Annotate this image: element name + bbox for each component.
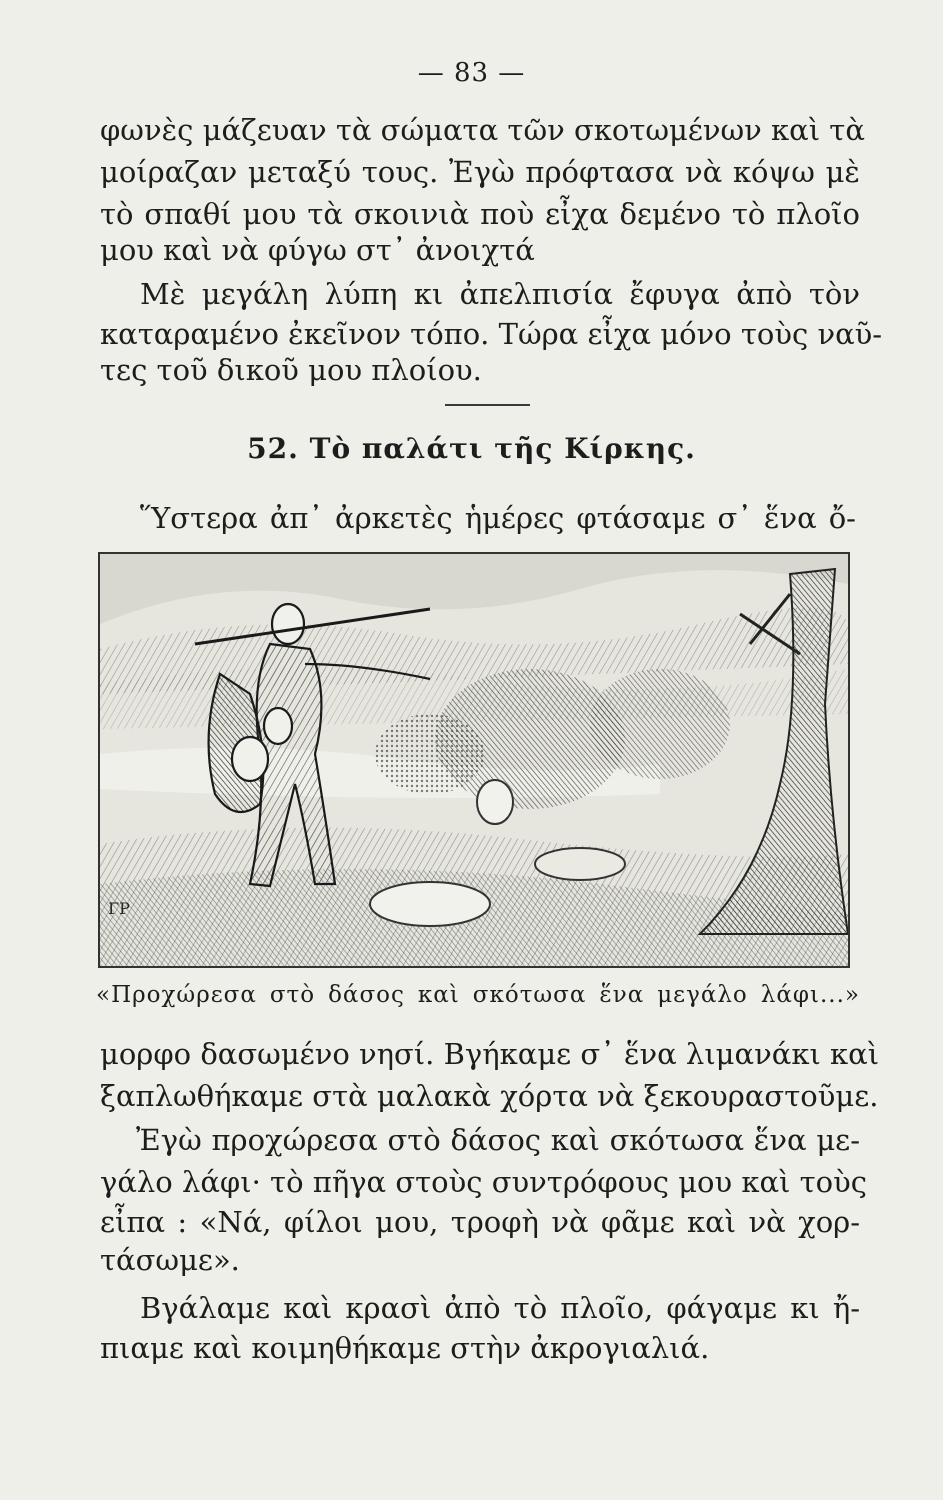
page-number: — 83 — (417, 58, 526, 88)
para2-line-1: Μὲ μεγάλη λύπη κι ἀπελπισία ἔφυγα ἀπὸ τὸν (140, 277, 860, 311)
para1-line-3: τὸ σπαθί μου τὰ σκοινιὰ ποὺ εἶχα δεμένο τὸ πλοῖο (100, 197, 860, 231)
hunter-illustration (98, 552, 850, 968)
para5-line-2: πιαμε καὶ κοιμηθήκαμε στὴν ἀκρογιαλιά. (100, 1331, 710, 1365)
para4-line-4: τάσωμε». (100, 1243, 240, 1277)
para3-line-1: Ὕστερα ἀπ᾽ ἀρκετὲς ἡμέρες φτάσαμε σ᾽ ἕνα ὄ- (140, 501, 856, 535)
engraving-svg (100, 554, 848, 966)
para1-line-2: μοίραζαν μεταξύ τους. Ἐγὼ πρόφτασα νὰ κόψω μὲ (100, 155, 860, 189)
para1-line-1: φωνὲς μάζευαν τὰ σώματα τῶν σκοτωμένων καὶ τὰ (100, 113, 865, 147)
para4-line-3: εἶπα : «Νά, φίλοι μου, τροφὴ νὰ φᾶμε καὶ νὰ χορ- (100, 1205, 860, 1239)
engraver-monogram: ΓΡ (108, 899, 130, 918)
section-divider (445, 404, 530, 406)
para3-line-3: ξαπλωθήκαμε στὰ μαλακὰ χόρτα νὰ ξεκουραστοῦμε. (100, 1079, 879, 1113)
para4-line-1: Ἐγὼ προχώρεσα στὸ δάσος καὶ σκότωσα ἕνα με- (136, 1123, 860, 1157)
section-title: 52. Τὸ παλάτι τῆς Κίρκης. (247, 432, 696, 465)
para5-line-1: Βγάλαμε καὶ κρασὶ ἀπὸ τὸ πλοῖο, φάγαμε κι ἤ- (140, 1291, 860, 1325)
para2-line-3: τες τοῦ δικοῦ μου πλοίου. (100, 353, 482, 387)
para1-line-4: μου καὶ νὰ φύγω στ᾽ ἀνοιχτά (100, 233, 535, 267)
para3-line-2: μορφο δασωμένο νησί. Βγήκαμε σ᾽ ἕνα λιμανάκι καὶ (100, 1037, 880, 1071)
para2-line-2: καταραμένο ἐκεῖνον τόπο. Τώρα εἶχα μόνο τοὺς ναῦ- (100, 317, 883, 351)
para4-line-2: γάλο λάφι· τὸ πῆγα στοὺς συντρόφους μου καὶ τοὺς (100, 1165, 868, 1199)
illustration-caption: «Προχώρεσα στὸ δάσος καὶ σκότωσα ἕνα μεγάλο λάφι...» (96, 982, 860, 1008)
